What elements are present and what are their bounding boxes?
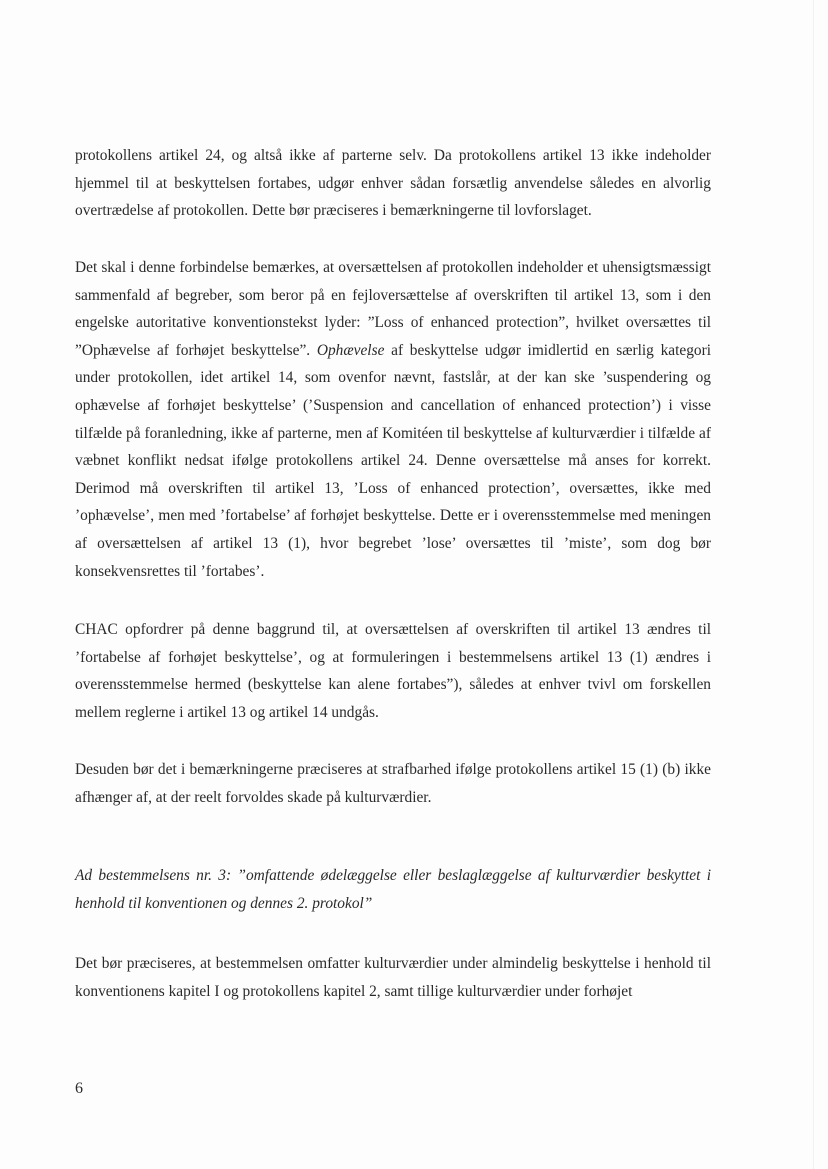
paragraph-2-text-start: Det skal i denne forbindelse bemærkes, at oversættelsen af protokollen indeholder et uhensigtsmæssigt sammenfald af begreber, som beror på en fejloversættelse af overskriften til artikel 13, som i den engelske autoritative konventionstekst lyder: ”Loss of enhanced protection”, hvilket oversættes til ”Ophævelse af forhøjet beskyttelse”. [75,259,711,359]
paragraph-6: Det bør præciseres, at bestemmelsen omfatter kulturværdier under almindelig beskyttelse i henhold til konventionens kapitel I og protokollens kapitel 2, samt tillige kulturværdier under forhøjet [75,955,711,1000]
paragraph-4: Desuden bør det i bemærkningerne præciseres at strafbarhed ifølge protokollens artikel 15 (1) (b) ikke afhænger af, at der reelt forvoldes skade på kulturværdier. [75,761,711,806]
paragraph-2-text-end: af beskyttelse udgør imidlertid en særlig kategori under protokollen, idet artikel 14, som ovenfor nævnt, fastslår, at der kan ske ’suspendering og ophævelse af forhøjet beskyttelse’ (’Suspension and cancellation of enhanced protection’) i visse tilfælde på foranledning, ikke af parterne, men af Komitéen til beskyttelse af kulturværdier i tilfælde af væbnet konflikt nedsat ifølge protokollens artikel 24. Denne oversættelse må anses for korrekt. Derimod må overskriften til artikel 13, ’Loss of enhanced protection’, oversættes, ikke med ’ophævelse’, men med ’fortabelse’ af forhøjet beskyttelse. Dette er i overensstemmelse med meningen af oversættelsen af artikel 13 (1), hvor begrebet ’lose’ oversættes til ’miste’, som dog bør konsekvensrettes til ’fortabes’. [75,341,712,580]
paragraph-2 [75,254,711,585]
paragraph-2-italic-term: Ophævelse [316,341,385,359]
section-heading: Ad bestemmelsens nr. 3: ”omfattende ødelæggelse eller beslaglæggelse af kulturværdier beskyttet i henhold til konventionen og dennes 2. protokol” [75,867,711,912]
paragraph-3: CHAC opfordrer på denne baggrund til, at oversættelsen af overskriften til artikel 13 ændres til ’fortabelse af forhøjet beskyttelse’, og at formuleringen i bestemmelsens artikel 13 (1) ændres i overensstemmelse hermed (beskyttelse kan alene fortabes”), således at enhver tvivl om forskellen mellem reglerne i artikel 13 og artikel 14 undgås. [75,621,711,721]
paragraph-1: protokollens artikel 24, og altså ikke af parterne selv. Da protokollens artikel 13 ikke indeholder hjemmel til at beskyttelsen fortabes, udgør enhver sådan forsætlig anvendelse således en alvorlig overtrædelse af protokollen. Dette bør præciseres i bemærkningerne til lovforslaget. [75,147,711,220]
page-number: 6 [75,1080,83,1097]
scan-edge-line [813,0,814,1169]
